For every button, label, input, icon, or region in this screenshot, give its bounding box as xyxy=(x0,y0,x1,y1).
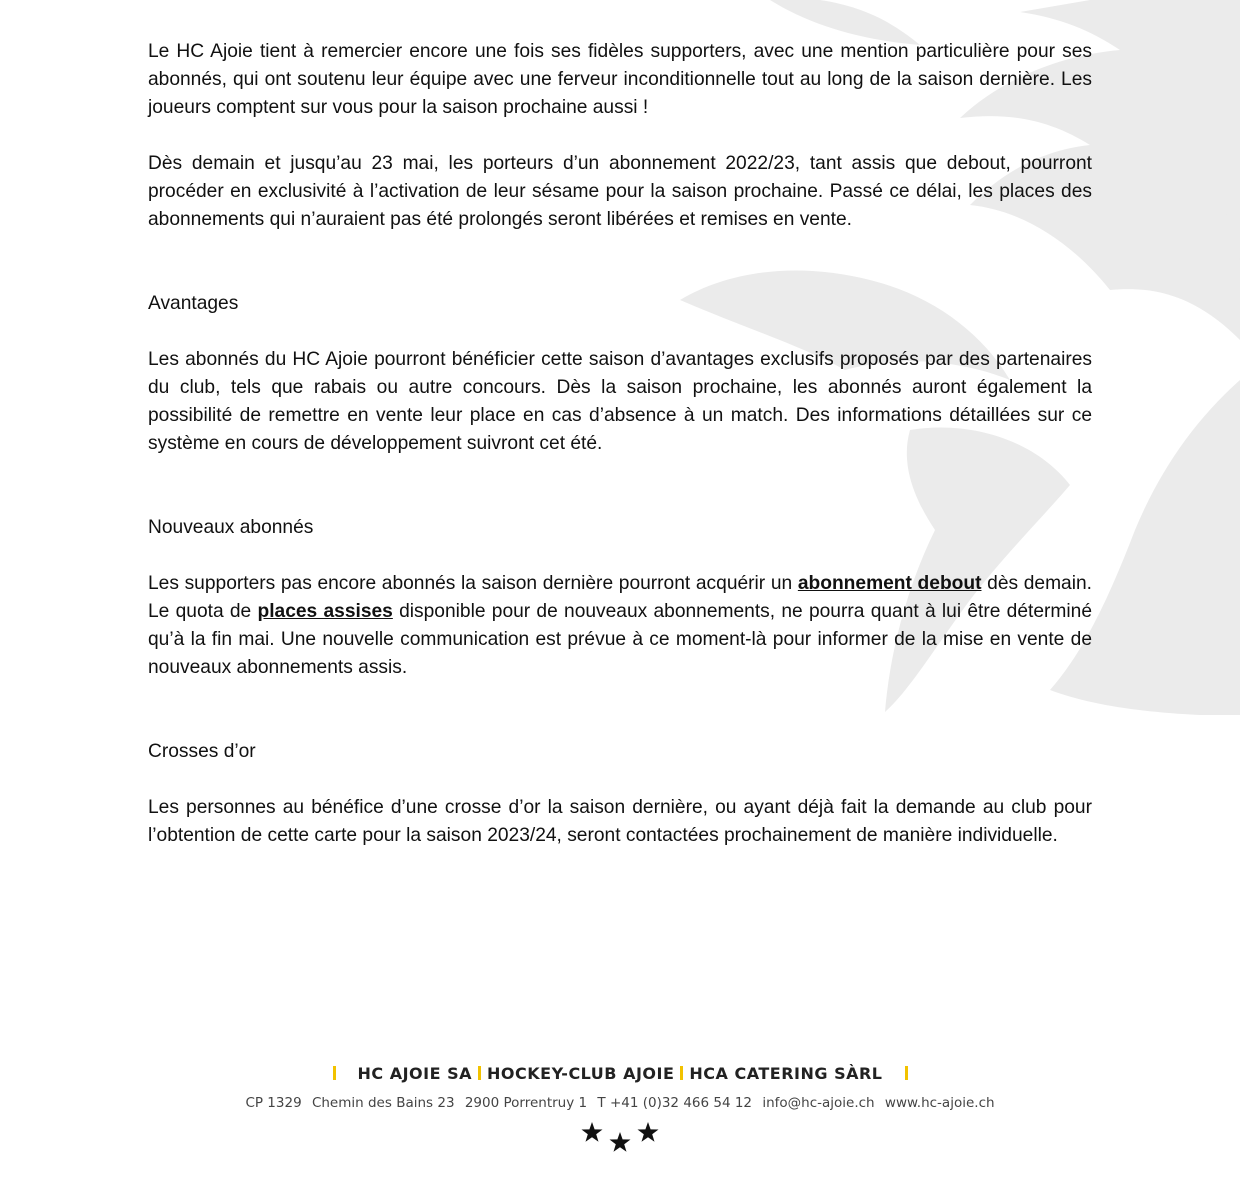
nouveaux-text-1: Les supporters pas encore abonnés la saison dernière pourront acquérir un xyxy=(148,573,798,594)
section-heading-avantages: Avantages xyxy=(148,293,239,314)
company-hc-ajoie-sa: HC AJOIE SA xyxy=(357,1064,472,1083)
yellow-bar-divider xyxy=(680,1066,683,1080)
contact-street: Chemin des Bains 23 xyxy=(311,1095,455,1111)
section-heading-crosses-dor: Crosses d’or xyxy=(148,741,256,762)
intro-paragraph: Le HC Ajoie tient à remercier encore une fois ses fidèles supporters, avec une mention particulière pour ses abonnés, qui ont soutenu leur équipe avec une ferveur inconditionnelle tout au long de la saison dernière. Les joueurs comptent sur vous pour la saison prochaine aussi ! xyxy=(148,41,1092,118)
section-heading-nouveaux-abonnes: Nouveaux abonnés xyxy=(148,517,314,538)
contact-city: 2900 Porrentruy 1 xyxy=(464,1095,588,1111)
contact-cp: CP 1329 xyxy=(245,1095,302,1111)
contact-email[interactable]: info@hc-ajoie.ch xyxy=(762,1095,875,1111)
avantages-paragraph: Les abonnés du HC Ajoie pourront bénéficier cette saison d’avantages exclusifs proposés par des partenaires du club, tels que rabais ou autre concours. Dès la saison prochaine, les abonnés auront également la possibilité de remettre en vente leur place en cas d’absence à un match. Des informations détaillées sur ce système en cours de développement suivront cet été. xyxy=(148,349,1092,454)
company-hca-catering: HCA CATERING SÀRL xyxy=(689,1064,883,1083)
places-assises-link[interactable]: places assises xyxy=(257,601,393,622)
nouveaux-abonnes-paragraph xyxy=(148,570,1092,682)
contact-website[interactable]: www.hc-ajoie.ch xyxy=(884,1095,995,1111)
nouveaux-text-2: dès demain. Le quota de xyxy=(148,573,1092,622)
yellow-bar-divider xyxy=(478,1066,481,1080)
nouveaux-text-3: disponible pour de nouveaux abonnements, ne pourra quant à lui être déterminé qu’à la fin mai. Une nouvelle communication est prévue à ce moment-là pour informer de la mise en vente de nouveaux abonnements assis. xyxy=(148,601,1092,678)
company-hockey-club-ajoie: HOCKEY-CLUB AJOIE xyxy=(487,1064,675,1083)
yellow-bar-divider xyxy=(905,1066,908,1080)
footer-companies xyxy=(0,1060,1240,1088)
abonnement-debout-link[interactable]: abonnement debout xyxy=(797,573,982,594)
contact-phone: T +41 (0)32 466 54 12 xyxy=(597,1095,753,1111)
three-stars-icon xyxy=(0,1120,1240,1160)
yellow-bar-divider xyxy=(333,1066,336,1080)
footer-contact xyxy=(0,1092,1240,1114)
page-footer xyxy=(0,1060,1240,1160)
crosses-dor-paragraph: Les personnes au bénéfice d’une crosse d’or la saison dernière, ou ayant déjà fait la demande au club pour l’obtention de cette carte pour la saison 2023/24, seront contactées prochainement de manière individuelle. xyxy=(148,797,1092,846)
activation-paragraph: Dès demain et jusqu’au 23 mai, les porteurs d’un abonnement 2022/23, tant assis que debout, pourront procéder en exclusivité à l’activation de leur sésame pour la saison prochaine. Passé ce délai, les places des abonnements qui n’auraient pas été prolongés seront libérées et remises en vente. xyxy=(148,153,1092,230)
document-body xyxy=(148,38,1092,850)
